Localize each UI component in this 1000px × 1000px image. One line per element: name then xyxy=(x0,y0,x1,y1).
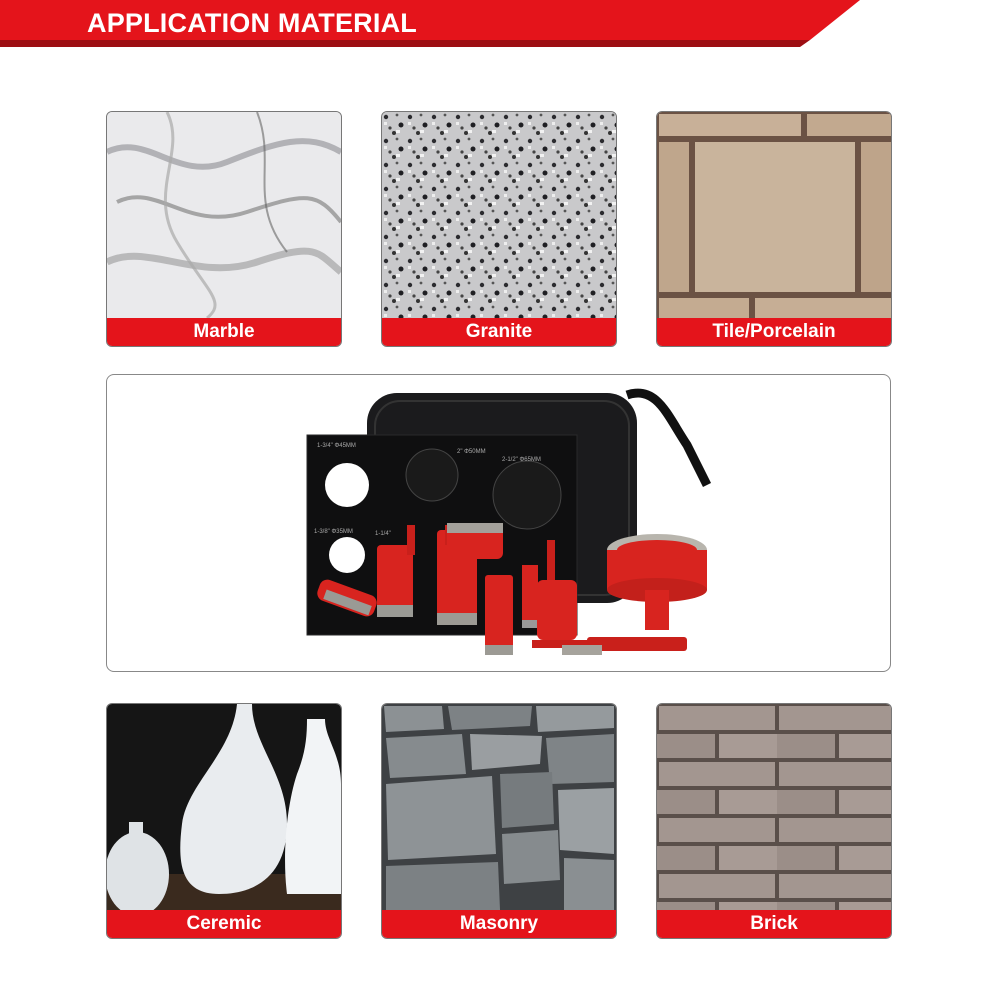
template-label: 2" Φ50MM xyxy=(457,449,486,455)
material-label-brick: Brick xyxy=(657,910,891,938)
template-hole xyxy=(325,463,369,507)
drill-bit-kit-image xyxy=(107,375,890,671)
page-title: APPLICATION MATERIAL xyxy=(87,8,417,38)
template-label: 1-1/4" xyxy=(375,531,391,537)
material-label-granite: Granite xyxy=(382,318,616,346)
template-label: 1-3/4" Φ45MM xyxy=(317,443,356,449)
material-card-tile-porcelain xyxy=(656,111,892,347)
tile-texture-image xyxy=(657,112,891,318)
material-card-granite xyxy=(381,111,617,347)
material-card-brick xyxy=(656,703,892,939)
marble-texture-image xyxy=(107,112,341,318)
template-label: 1-3/8" Φ35MM xyxy=(314,529,353,535)
ceramic-vases-image xyxy=(107,704,341,910)
material-card-marble xyxy=(106,111,342,347)
material-label-tile-porcelain: Tile/Porcelain xyxy=(657,318,891,346)
material-label-masonry: Masonry xyxy=(382,910,616,938)
header-banner xyxy=(0,0,1000,55)
template-label: 2-1/2" Φ65MM xyxy=(502,457,541,463)
granite-texture-image xyxy=(382,112,616,318)
brick-wall-image xyxy=(657,704,891,910)
masonry-stone-image xyxy=(382,704,616,910)
material-label-ceramic: Ceremic xyxy=(107,910,341,938)
bag-strap xyxy=(627,393,707,485)
product-image-panel xyxy=(106,374,891,672)
material-label-marble: Marble xyxy=(107,318,341,346)
material-card-ceramic xyxy=(106,703,342,939)
material-card-masonry xyxy=(381,703,617,939)
